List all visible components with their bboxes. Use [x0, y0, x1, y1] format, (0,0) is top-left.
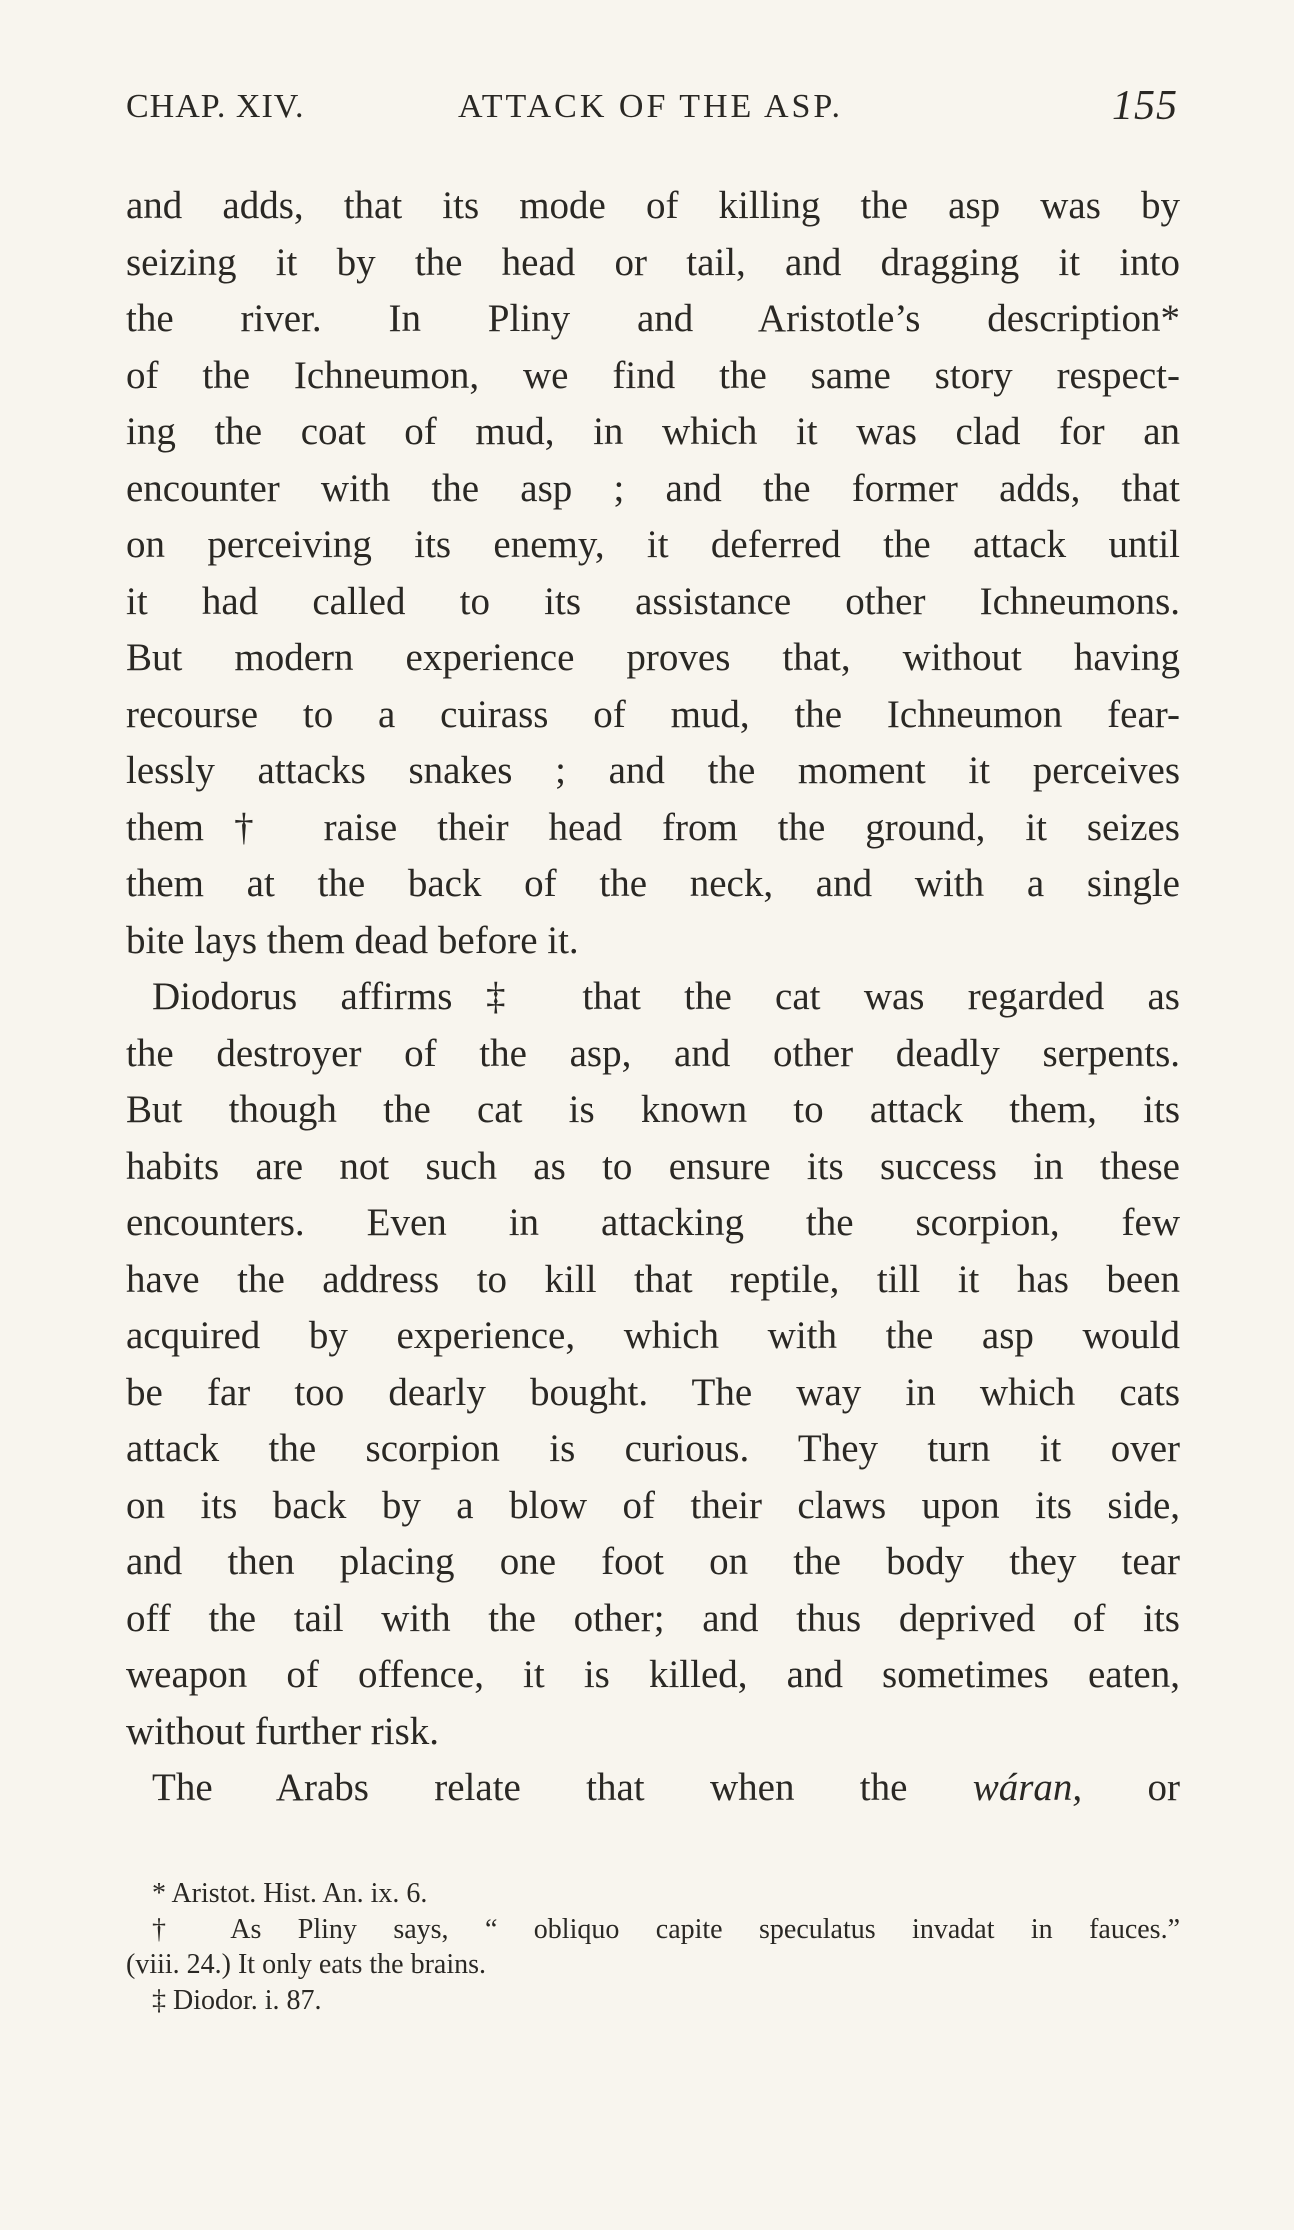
- text-line: attack the scorpion is curious. They turn it over: [126, 1427, 1180, 1470]
- text-line: off the tail with the other; and thus deprived of its: [126, 1596, 1180, 1640]
- text-line: the river. In Pliny and Aristotle’s description*: [126, 297, 1180, 340]
- italic-term: wáran,: [972, 1766, 1083, 1809]
- text-line: But modern experience proves that, without having: [126, 636, 1180, 679]
- text-segment: or: [1147, 1766, 1181, 1809]
- running-header: [126, 82, 1178, 132]
- text-line: be far too dearly bought. The way in which cats: [126, 1370, 1180, 1414]
- text-line-last: [126, 1760, 1180, 1817]
- text-line: and then placing one foot on the body they tear: [126, 1540, 1180, 1583]
- text-line: the destroyer of the asp, and other deadly serpents.: [126, 1031, 1180, 1075]
- text-line: have the address to kill that reptile, till it has been: [126, 1257, 1180, 1301]
- text-line: of the Ichneumon, we find the same story respect-: [126, 353, 1180, 397]
- text-line: lessly attacks snakes ; and the moment it perceives: [126, 749, 1180, 792]
- running-title: ATTACK OF THE ASP.: [458, 88, 844, 125]
- chapter-label: CHAP. XIV.: [126, 88, 305, 125]
- text-line: weapon of offence, it is killed, and sometimes eaten,: [126, 1653, 1180, 1696]
- footnote-2-continued: (viii. 24.) It only eats the brains.: [126, 1949, 487, 1980]
- text-line: on its back by a blow of their claws upon its side,: [126, 1483, 1180, 1527]
- text-line: them† raise their head from the ground, it seizes: [126, 805, 1180, 849]
- page-number: 155: [1112, 83, 1178, 129]
- body-text: [126, 178, 1180, 1817]
- text-line: acquired by experience, which with the asp would: [126, 1314, 1180, 1357]
- text-line: it had called to its assistance other Ichneumons.: [126, 579, 1180, 623]
- footnote-2: † As Pliny says, “ obliquo capite speculatus invadat in fauces.”: [152, 1913, 1180, 1945]
- text-line: ing the coat of mud, in which it was clad for an: [126, 410, 1180, 453]
- text-line: seizing it by the head or tail, and dragging it into: [126, 240, 1180, 284]
- footnote-3: ‡ Diodor. i. 87.: [152, 1984, 322, 2016]
- text-line: recourse to a cuirass of mud, the Ichneumon fear-: [126, 692, 1180, 736]
- footnote-1: * Aristot. Hist. An. ix. 6.: [152, 1878, 428, 1909]
- text-line: bite lays them dead before it.: [126, 918, 579, 962]
- text-line: encounter with the asp ; and the former adds, that: [126, 466, 1180, 510]
- text-line: them at the back of the neck, and with a single: [126, 862, 1180, 905]
- footnotes: [126, 1876, 1180, 2018]
- text-segment: The Arabs relate that when the: [152, 1766, 908, 1809]
- text-line: encounters. Even in attacking the scorpion, few: [126, 1201, 1180, 1244]
- text-line: habits are not such as to ensure its success in these: [126, 1144, 1180, 1188]
- text-line: without further risk.: [126, 1709, 440, 1753]
- text-line: on perceiving its enemy, it deferred the attack until: [126, 523, 1180, 566]
- text-line: But though the cat is known to attack them, its: [126, 1088, 1180, 1131]
- text-line: and adds, that its mode of killing the asp was by: [126, 184, 1180, 227]
- text-line: Diodorus affirms‡ that the cat was regarded as: [152, 975, 1180, 1018]
